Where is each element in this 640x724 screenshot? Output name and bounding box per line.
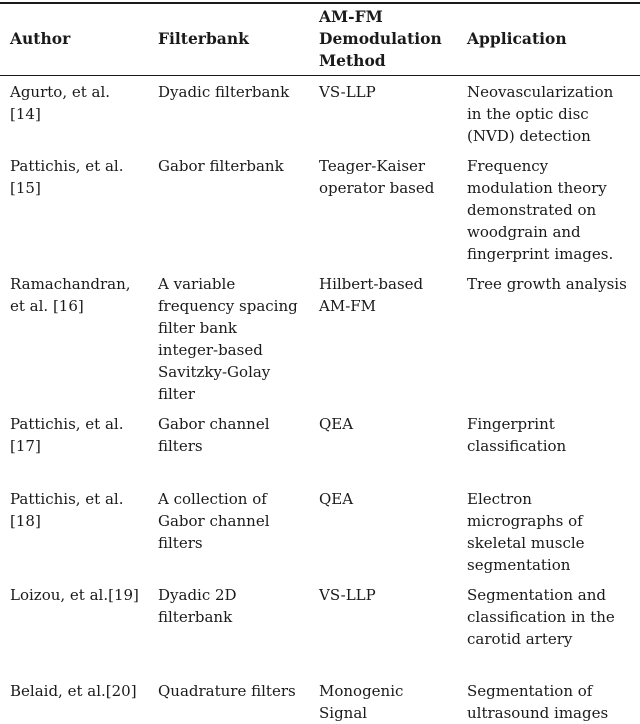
table-row-5-filterbank: A collection of Gabor channel filters: [158, 490, 270, 552]
table-row-2-filterbank: Gabor filterbank: [158, 157, 284, 175]
table-row-4-method: QEA: [319, 415, 354, 433]
table-row-1-method: VS-LLP: [319, 83, 376, 101]
table-row-6-author: Loizou, et al.[19]: [10, 586, 139, 604]
table-row-3-application: Tree growth analysis: [467, 275, 627, 293]
table-row-1-application: Neovascularization in the optic disc (NVD) detection: [467, 83, 614, 145]
table-row-5-application: Electron micrographs of skeletal muscle segmentation: [467, 490, 585, 574]
header-method: AM-FM Demodulation Method: [319, 7, 442, 70]
table-row-7-filterbank: Quadrature filters: [158, 682, 296, 700]
table-row-4-author: Pattichis, et al. [17]: [10, 415, 124, 455]
table-row-7-application: Segmentation of ultrasound images: [467, 682, 609, 722]
table-row-7-method: Monogenic Signal: [319, 682, 404, 722]
header-rule: [0, 75, 640, 76]
table-row-2-application: Frequency modulation theory demonstrated on woodgrain and fingerprint images.: [467, 157, 614, 263]
table-row-7-author: Belaid, et al.[20]: [10, 682, 137, 700]
table-row-5-author: Pattichis, et al. [18]: [10, 490, 124, 530]
header-filterbank: Filterbank: [158, 29, 249, 48]
header-author: Author: [10, 29, 71, 48]
table-row-2-author: Pattichis, et al. [15]: [10, 157, 124, 197]
table-row-1-filterbank: Dyadic filterbank: [158, 83, 290, 101]
table-row-3-author: Ramachandran, et al. [16]: [10, 275, 131, 315]
table-row-6-method: VS-LLP: [319, 586, 376, 604]
header-application: Application: [467, 29, 567, 48]
top-rule: [0, 2, 640, 4]
table-row-4-application: Fingerprint classification: [467, 415, 567, 455]
table-row-2-method: Teager-Kaiser operator based: [319, 157, 435, 197]
table-row-1-author: Agurto, et al. [14]: [10, 83, 111, 123]
table-row-5-method: QEA: [319, 490, 354, 508]
table-row-4-filterbank: Gabor channel filters: [158, 415, 270, 455]
table-row-6-application: Segmentation and classification in the carotid artery: [467, 586, 615, 648]
table-row-6-filterbank: Dyadic 2D filterbank: [158, 586, 237, 626]
table-row-3-method: Hilbert-based AM-FM: [319, 275, 424, 315]
table-row-3-filterbank: A variable frequency spacing filter bank integer-based Savitzky-Golay filter: [158, 275, 298, 403]
